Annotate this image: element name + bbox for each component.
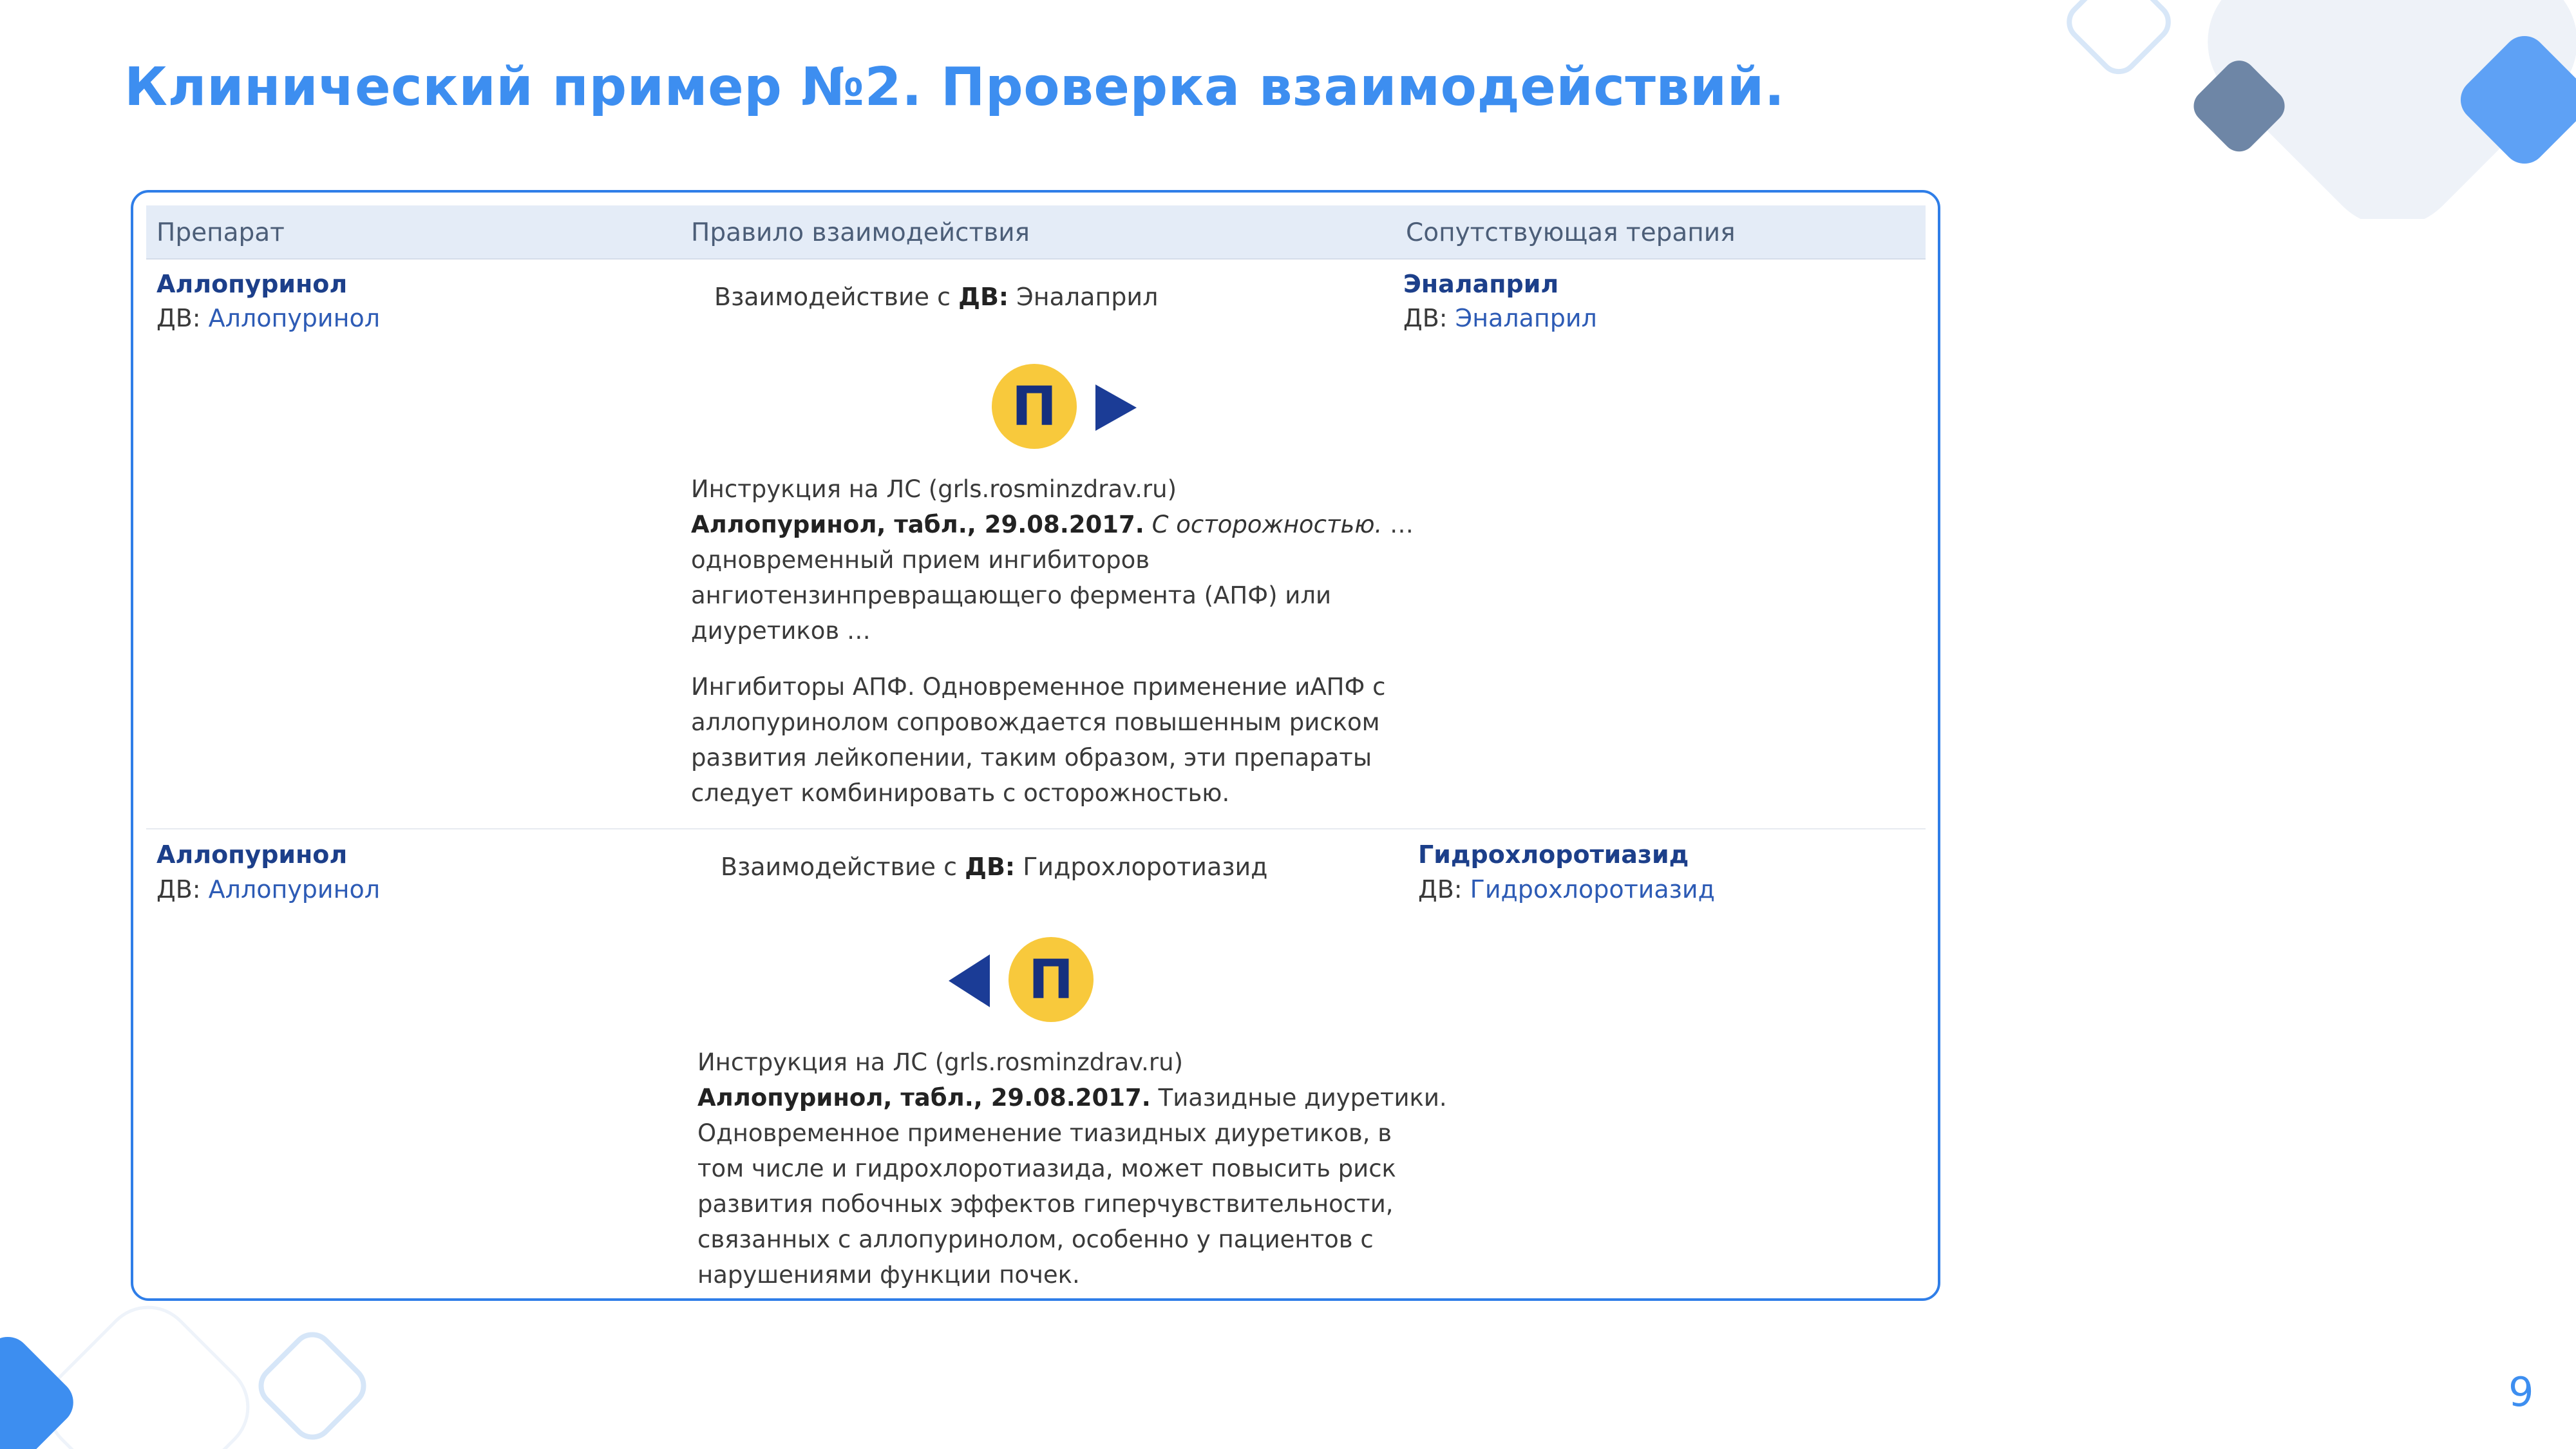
drug-name-link[interactable]: Аллопуринол (156, 270, 348, 298)
therapy-ingredient (1403, 304, 1597, 332)
note-line: следует комбинировать с осторожностью. (691, 779, 1230, 807)
therapy-ingredient-link[interactable]: Гидрохлоротиазид (1470, 875, 1715, 904)
doc-line: диуретиков … (691, 617, 871, 645)
note-line: развития лейкопении, таким образом, эти препараты (691, 744, 1372, 772)
interaction-rule (721, 853, 1267, 881)
doc-line: одновременный прием ингибиторов (691, 546, 1150, 574)
doc-line: том числе и гидрохлоротиазида, может повысить риск (697, 1155, 1396, 1182)
instruction-excerpt (691, 471, 1414, 649)
header-rule: Правило взаимодействия (691, 218, 1030, 247)
ace-inhibitor-note (691, 669, 1385, 811)
drug-ingredient-link[interactable]: Аллопуринол (208, 875, 381, 904)
therapy-name-link[interactable]: Гидрохлоротиазид (1418, 840, 1689, 869)
therapy-name-link[interactable]: Эналаприл (1403, 270, 1559, 298)
doc-heading-line (697, 1080, 1447, 1115)
doc-italic: С осторожностью. (1151, 511, 1383, 538)
rule-target: Эналаприл (1016, 283, 1159, 311)
interaction-table-panel (131, 190, 1940, 1301)
drug-ingredient-link[interactable]: Аллопуринол (208, 304, 381, 332)
interaction-rule (714, 283, 1158, 311)
ingredient-prefix: ДВ: (1403, 304, 1448, 332)
source-label: Инструкция на ЛС (grls.rosminzdrav.ru) (697, 1048, 1184, 1076)
page-number: 9 (2508, 1368, 2534, 1416)
ingredient-prefix: ДВ: (156, 304, 201, 332)
rule-dv-label: ДВ: (965, 853, 1016, 881)
doc-heading-line (691, 507, 1414, 542)
rule-target: Гидрохлоротиазид (1023, 853, 1268, 881)
table-header (146, 205, 1926, 260)
doc-line: Одновременное применение тиазидных диуретиков, в (697, 1119, 1392, 1147)
arrow-left-icon (946, 953, 992, 1009)
therapy-ingredient-link[interactable]: Эналаприл (1455, 304, 1597, 332)
instruction-excerpt (697, 1045, 1447, 1293)
ingredient-prefix: ДВ: (156, 875, 201, 904)
header-therapy: Сопутствующая терапия (1406, 218, 1736, 247)
source-label: Инструкция на ЛС (grls.rosminzdrav.ru) (691, 475, 1177, 503)
doc-line: нарушениями функции почек. (697, 1261, 1080, 1289)
rule-prefix: Взаимодействие с (721, 853, 957, 881)
ingredient-prefix: ДВ: (1418, 875, 1463, 904)
rule-dv-label: ДВ: (958, 283, 1009, 311)
slide-title: Клинический пример №2. Проверка взаимодействий. (124, 57, 1785, 118)
header-drug: Препарат (156, 218, 285, 247)
doc-text: … (1390, 511, 1414, 538)
drug-ingredient (156, 304, 380, 332)
arrow-right-icon (1093, 383, 1139, 432)
doc-line: развития побочных эффектов гиперчувствительности, (697, 1190, 1394, 1218)
severity-badge-icon[interactable]: П (992, 364, 1077, 449)
drug-ingredient (156, 875, 380, 904)
note-line: аллопуринолом сопровождается повышенным риском (691, 708, 1380, 736)
doc-text: Тиазидные диуретики. (1158, 1084, 1447, 1112)
therapy-ingredient (1418, 875, 1715, 904)
severity-badge-icon[interactable]: П (1009, 937, 1094, 1022)
note-line: Ингибиторы АПФ. Одновременное применение иАПФ с (691, 673, 1386, 701)
doc-line: ангиотензинпревращающего фермента (АПФ) или (691, 582, 1332, 609)
doc-line: связанных с аллопуринолом, особенно у пациентов с (697, 1226, 1374, 1253)
decorative-shapes-top-right (2048, 0, 2576, 219)
row-divider (146, 828, 1926, 829)
doc-title: Аллопуринол, табл., 29.08.2017. (691, 511, 1144, 538)
doc-title: Аллопуринол, табл., 29.08.2017. (697, 1084, 1151, 1112)
drug-name-link[interactable]: Аллопуринол (156, 840, 348, 869)
rule-prefix: Взаимодействие с (714, 283, 951, 311)
